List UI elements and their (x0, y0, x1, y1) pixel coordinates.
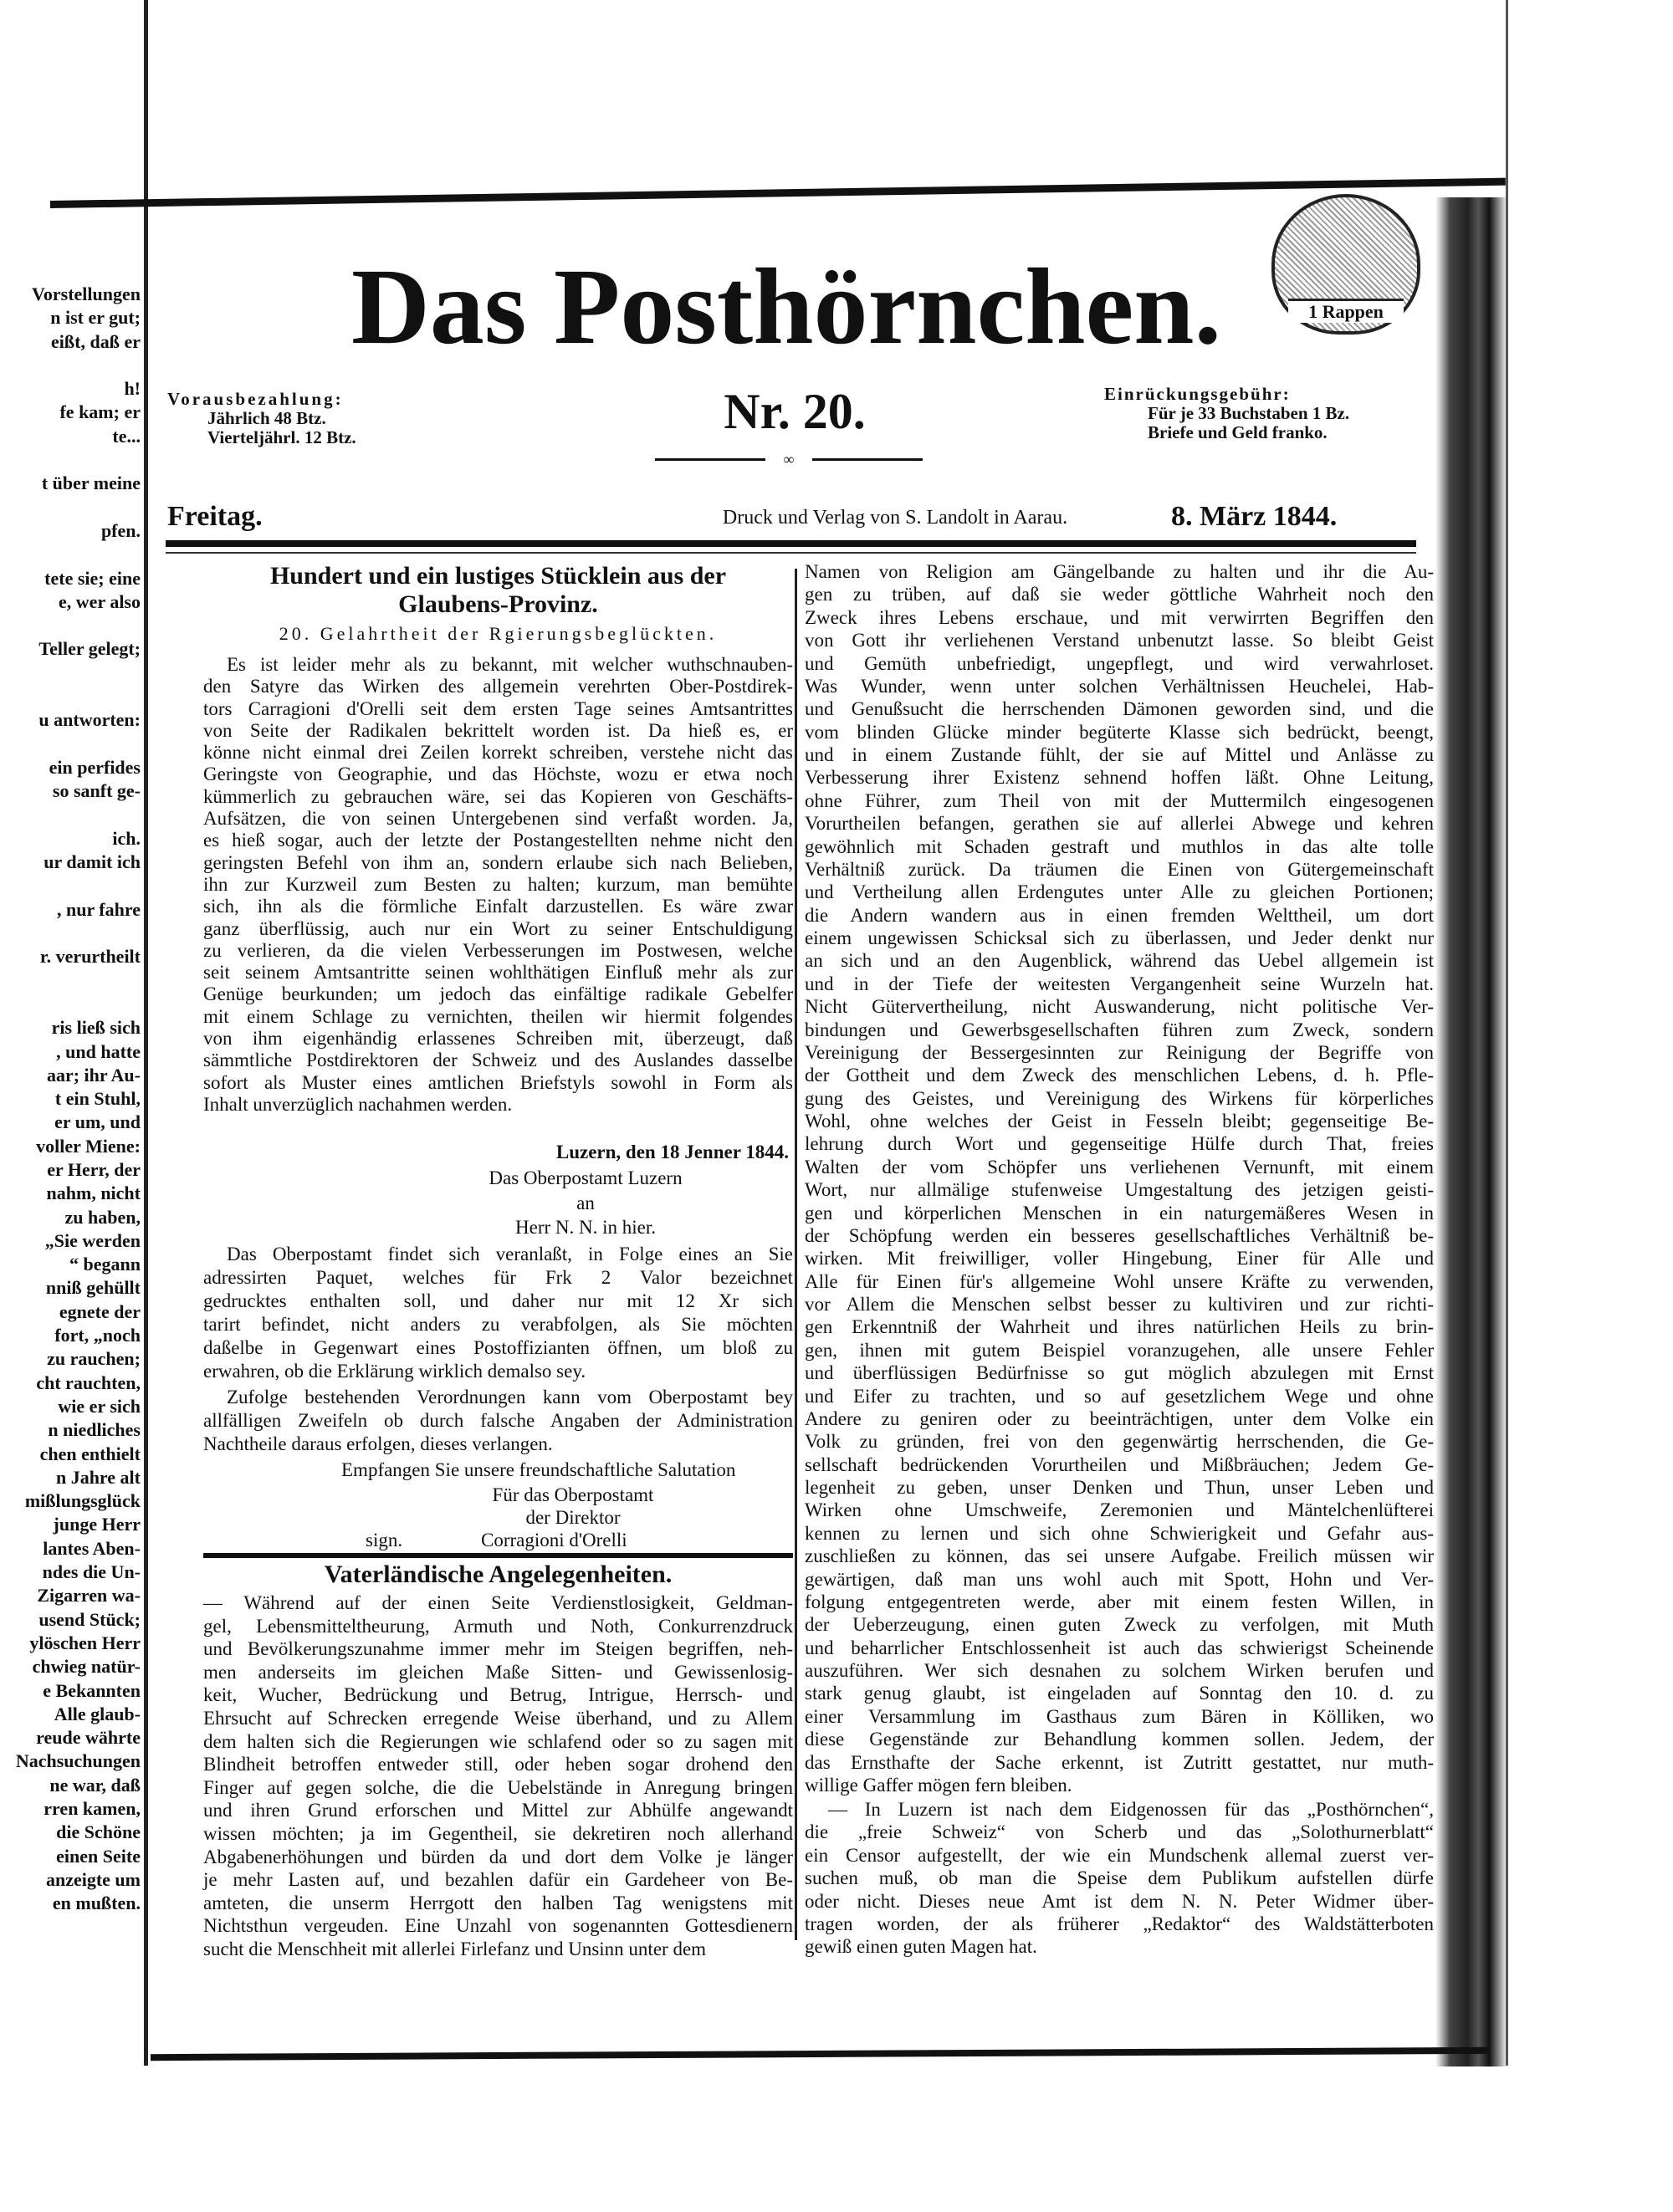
fragment-line (0, 448, 141, 472)
article2-body (203, 1591, 793, 1961)
fragment-line (0, 590, 141, 614)
fragment-line (0, 1229, 141, 1253)
text-line: — In Luzern ist nach dem Eidgenossen für das „Posthörnchen“, (828, 1799, 1434, 1820)
fragment-line-text: voller Miene: (36, 1135, 141, 1157)
fragment-line-text: ndes die Un- (42, 1561, 141, 1583)
fragment-line-text: e Bekannten (43, 1679, 141, 1701)
fragment-line (0, 1608, 141, 1632)
insertion-fee-info (1104, 385, 1349, 442)
fragment-line (0, 1797, 141, 1821)
text-line: die Andern wandern aus in einen fremden Welttheil, um dort (805, 904, 1434, 926)
issue-date: 8. März 1844. (1171, 501, 1338, 532)
fragment-line (0, 1253, 141, 1276)
text-line: Nicht Gütervertheilung, nicht Auswanderung, nicht politische Ver- (805, 996, 1434, 1018)
text-line: Namen von Religion am Gängelbande zu halten und ihr die Au- (805, 561, 1434, 582)
fragment-line (0, 756, 141, 779)
issue-number: Nr. 20. (724, 384, 866, 439)
fragment-line-text: rren kamen, (43, 1798, 141, 1819)
fragment-line (0, 804, 141, 827)
fragment-line-text: en mußten. (52, 1893, 141, 1914)
letter-place-date (203, 1141, 789, 1164)
text-line: gung des Geistes, und Vereinigung des Wirkens für körperliches (805, 1087, 1434, 1109)
fragment-line (0, 1064, 141, 1087)
fragment-line (0, 1821, 141, 1844)
letter-paragraph-1 (203, 1243, 793, 1383)
text-line: tragen worden, der als früherer „Redaktor“ des Waldstätterboten (805, 1913, 1434, 1934)
fragment-line (0, 283, 141, 306)
fragment-line (0, 1087, 141, 1111)
fragment-line-text: ylöschen Herr (29, 1632, 141, 1653)
page-border-left (144, 0, 148, 2066)
text-line: Wohl, ohne welches der Geist in Fesseln bleibt; gegenseitige Be- (805, 1111, 1434, 1132)
signature-name: Corragioni d'Orelli (481, 1530, 627, 1550)
text-line: auszuführen. Wer sich desnahen zu solchem Wirken berufen und (805, 1660, 1434, 1681)
text-line: mit einem Schlage zu vernichten, theilen wir hiermit folgendes (203, 1005, 793, 1027)
masthead-rule (166, 540, 1416, 547)
fragment-line-text: er um, und (54, 1111, 141, 1133)
fragment-line-text: , nur fahre (56, 898, 141, 920)
fragment-line (0, 1347, 141, 1371)
fragment-line (0, 851, 141, 874)
text-line: Vorurtheilen befangen, gerathen sie auf allerlei Abwege und kehren (805, 813, 1434, 835)
text-line: den Satyre das Wirken des allgemein verehrten Ober-Postdirek- (203, 676, 793, 697)
fragment-line-text: ne war, daß (49, 1774, 141, 1796)
text-line: Luzern, den 18 Jenner 1844. (555, 1142, 789, 1162)
text-line: an sich und an den Augenblick, während das Uebel allgemein ist (805, 950, 1434, 972)
text-line: könne nicht einmal drei Zeilen korrekt schreiben, verstehe nicht das (203, 742, 793, 764)
fragment-line (0, 637, 141, 661)
text-line: es hieß sogar, auch der letzte der Postangestellten nehme nicht den (203, 830, 793, 851)
fragment-line-text: eißt, daß er (51, 330, 141, 352)
fragment-line-text: t ein Stuhl, (54, 1088, 141, 1110)
text-line: sich, ihn als die förmliche Einfalt darzustellen. Es wäre zwar (203, 896, 793, 917)
fragment-line (0, 1513, 141, 1536)
text-line: je mehr Lasten auf, und bezahlen dafür ein Gardeheer von Be- (203, 1869, 793, 1891)
text-line: und Vertheilung allen Erdengutes unter Alle zu gleichen Portionen; (805, 881, 1434, 903)
text-line: 20. Gelahrtheit der Rgierungsbeglückten. (279, 623, 718, 644)
text-line: und Eifer zu trachten, und so auf gesetzlichem Wege und ohne (805, 1385, 1434, 1407)
fragment-line-text: mißlungsglück (24, 1490, 141, 1512)
text-line: Wirken ohne Umschweife, Zeremonien und Mäntelchenlüfterei (805, 1499, 1434, 1521)
section-rule (203, 1553, 793, 1558)
fragment-line (0, 472, 141, 495)
text-line: tors Carragioni d'Orelli seit dem ersten Tage seines Amtsantrittes (203, 697, 793, 719)
fragment-line-text: ris ließ sich (51, 1017, 141, 1039)
text-line: vor Allem die Menschen selbst besser zu kultiviren und zur richti- (805, 1294, 1434, 1315)
fragment-line-text: nniß gehüllt (45, 1277, 141, 1299)
text-line: von Seite der Radikalen bekrittelt worden ist. Da hieß es, er (203, 719, 793, 741)
fragment-line-text: ur damit ich (43, 851, 141, 873)
fragment-line-text: , und hatte (56, 1040, 141, 1062)
fragment-line-text: junge Herr (53, 1514, 141, 1535)
letter-paragraph-2 (203, 1386, 793, 1456)
fragment-line-text: wie er sich (58, 1395, 141, 1417)
text-line: Zufolge bestehenden Verordnungen kann vom Oberpostamt bey (227, 1387, 793, 1407)
fragment-line (0, 1158, 141, 1182)
text-line: Verbesserung ihrer Existenz sehnend hoffen läßt. Ohne Leitung, (805, 767, 1434, 789)
text-line: Nichtsthun vergeuden. Eine Unzahl von sogenannten Gottesdienern (203, 1915, 793, 1937)
text-line: und in einem Zustande fühlt, der sie auf Mittel und Anlässe zu (805, 744, 1434, 765)
text-line: Was Wunder, wenn unter solchen Verhältnissen Heuchelei, Hab- (805, 675, 1434, 697)
fragment-line (0, 733, 141, 756)
fragment-line-text: lantes Aben- (43, 1537, 141, 1559)
text-line: Das Oberpostamt findet sich veranlaßt, in Folge eines an Sie (227, 1244, 793, 1264)
fragment-line-text: chen enthielt (39, 1443, 141, 1464)
fragment-line-text: Alle glaub- (54, 1703, 141, 1724)
bottom-rule (151, 2047, 1489, 2061)
text-line: seit seinem Amtsantritte seinen wohlthätigen Einfluß mehr als zur (203, 962, 793, 983)
news-item-luzern (805, 1798, 1434, 1959)
text-line: stark genug glaubt, ist eingeladen auf Sonntag den 10. d. zu (805, 1683, 1434, 1704)
fragment-line (0, 306, 141, 330)
text-line: und in der Tiefe der weitesten Vergangenheit seine Wurzeln hat. (805, 973, 1434, 994)
fragment-line (0, 1655, 141, 1678)
fragment-line-text: ich. (112, 827, 141, 849)
fragment-line-text: nahm, nicht (46, 1183, 141, 1204)
fragment-line-text: anzeigte um (45, 1868, 141, 1890)
fragment-line-text: Teller gelegt; (38, 638, 141, 660)
fragment-line-text: u antworten: (38, 709, 141, 731)
fragment-line (0, 614, 141, 637)
text-line: gewöhnlich mit Schaden gestraft und muthlos in das alte tolle (805, 835, 1434, 857)
fragment-line (0, 922, 141, 945)
text-line: der Ueberzeugung, einen guten Zweck zu verfolgen, mit Muth (805, 1614, 1434, 1636)
text-line: und überflüssigen Bedürfnisse so gut möglich abzulegen mit Ernst (805, 1362, 1434, 1384)
masthead-rule-thin (166, 552, 1416, 554)
text-line: gen, ihnen mit gutem Beispiel voranzugehen, alle unsere Fehler (805, 1339, 1434, 1361)
fragment-line (0, 377, 141, 401)
fragment-line (0, 779, 141, 803)
fragment-line (0, 685, 141, 708)
text-line: legenheit zu geben, unser Denken und Thun, unser Leben und (805, 1477, 1434, 1498)
signature-label: sign. (366, 1530, 403, 1550)
text-line: suchen muß, ob man die Speise dem Publikum aufstellen dürfe (805, 1867, 1434, 1889)
fragment-line (0, 1372, 141, 1395)
fragment-line-text: zu haben, (64, 1206, 141, 1228)
text-line: adressirten Paquet, welches für Frk 2 Valor bezeichnet (203, 1267, 793, 1288)
text-line: Zweck ihres Lebens erschaue, und mit verwirrten Begriffen den (805, 606, 1434, 628)
fragment-line-text: tete sie; eine (44, 567, 141, 589)
article1-heading (203, 562, 793, 619)
text-line: und ihren Grund erforschen und Mittel zur Abhülfe angewandt (203, 1800, 793, 1821)
insertion-fee-rate: Für je 33 Buchstaben 1 Bz. (1148, 403, 1350, 423)
fragment-line-text: ein perfides (49, 756, 141, 778)
fragment-line-text: n niedliches (48, 1419, 141, 1441)
fragment-line (0, 969, 141, 993)
text-line: kennen zu lernen und sich ohne Schwierigkeit und Gefahr aus- (805, 1522, 1434, 1544)
ornament-icon: ∞ (765, 449, 812, 469)
fragment-line (0, 1443, 141, 1466)
fragment-line (0, 1561, 141, 1584)
text-line: Genüge beurkunden; um jedoch das einfältige radikale Gebelfer (203, 983, 793, 1005)
fragment-line-text: reude währte (36, 1727, 141, 1749)
text-line: Ehrsucht auf Schrecken erregende Weise überhand, und zu Allem (203, 1707, 793, 1729)
fragment-line-text: „Sie werden (44, 1229, 141, 1251)
fragment-line-text: Vorstellungen (32, 284, 141, 304)
postage-stamp (1271, 194, 1420, 335)
fragment-line (0, 496, 141, 519)
text-line: zu verlieren, da die vielen Verbesserungen im Postwesen, welche (203, 939, 793, 961)
text-line: sämmtliche Postdirektoren der Schweiz und des Auslandes dasselbe (203, 1050, 793, 1071)
fragment-line-text: n ist er gut; (50, 307, 141, 329)
fragment-line (0, 874, 141, 897)
fragment-line (0, 1016, 141, 1040)
fragment-line (0, 425, 141, 448)
fragment-line-text: Zigarren wa- (37, 1585, 141, 1607)
text-line: diese Gegenstände zur Behandlung kommen sollen. Jedem, der (805, 1729, 1434, 1750)
fragment-line (0, 1892, 141, 1915)
column-divider (795, 569, 797, 1940)
text-line: gewiß einen guten Magen hat. (805, 1936, 1037, 1958)
top-rule (50, 178, 1506, 208)
fragment-line (0, 1182, 141, 1205)
newspaper-title: Das Posthörnchen. (350, 247, 1222, 367)
text-line: — Während auf der einen Seite Verdienstlosigkeit, Geldman- (203, 1592, 793, 1613)
text-line: Aufsätzen, die von seinen Untergebenen sind verfaßt worden. Ja, (203, 808, 793, 830)
text-line: und Genußsucht die herrschenden Dämonen geworden sind, und die (805, 698, 1434, 720)
left-page-fragment (0, 283, 141, 1915)
letter-address (418, 1166, 753, 1240)
text-line: Nachtheile daraus erfolgen, dieses verlangen. (203, 1433, 553, 1454)
fragment-line (0, 945, 141, 968)
fragment-line-text: einen Seite (56, 1845, 141, 1867)
fragment-line-text: e, wer also (59, 590, 141, 612)
text-line: wissen möchten; ja im Gegentheil, sie dekretiren noch allerhand (203, 1822, 793, 1844)
text-line: dem halten sich die Regierungen wie schlafend oder so zu sagen mit (203, 1730, 793, 1752)
text-line: der Gottheit und dem Zweck des menschlichen Lebens, d. h. Pfle- (805, 1065, 1434, 1086)
text-line: der Direktor (525, 1507, 621, 1528)
article2-continued (805, 560, 1434, 1796)
fragment-line (0, 543, 141, 566)
text-line: von Gott ihr verliehenen Verstand unbenutzt lasse. So bleibt Geist (805, 630, 1434, 651)
text-line: gen Erkenntniß der Wahrheit und ihres natürlichen Heils zu brin- (805, 1316, 1434, 1338)
fragment-line-text: h! (124, 378, 141, 400)
text-line: ganz überflüssig, auch nur ein Wort zu seiner Entschuldigung (203, 917, 793, 939)
book-edge (1435, 197, 1507, 2066)
fragment-line (0, 662, 141, 685)
letter-closing (341, 1458, 793, 1482)
text-line: einem ungewissen Schicksal sich zu überlassen, und Jeder denkt nur (805, 927, 1434, 948)
text-line: Herr N. N. in hier. (515, 1217, 656, 1238)
text-line: oder nicht. Dieses neue Amt ist dem N. N. Peter Widmer über- (805, 1890, 1434, 1912)
text-line: Blindheit betroffen entweder still, oder heben sogar drohend den (203, 1754, 793, 1775)
text-line: Das Oberpostamt Luzern (489, 1167, 683, 1188)
insertion-fee-note: Briefe und Geld franko. (1148, 422, 1328, 442)
text-line: Empfangen Sie unsere freundschaftliche Salutation (341, 1459, 736, 1480)
text-line: und beharrlicher Entschlossenheit ist auch das schwierigst Scheinende (805, 1637, 1434, 1658)
text-line: allfälligen Zweifeln ob durch falsche Angaben der Administration (203, 1410, 793, 1431)
fragment-line-text: aar; ihr Au- (46, 1064, 141, 1086)
fragment-line-text: cht rauchten, (36, 1372, 141, 1393)
fragment-line (0, 898, 141, 922)
fragment-line (0, 827, 141, 851)
fragment-line (0, 1276, 141, 1300)
text-line: gel, Lebensmitteltheurung, Armuth und Noth, Conkurrenzdruck (203, 1615, 793, 1637)
fragment-line-text: fe kam; er (59, 401, 141, 423)
fragment-line-text: chwieg natür- (32, 1656, 141, 1678)
fragment-line (0, 1632, 141, 1655)
text-line: Hundert und ein lustiges Stücklein aus der (269, 562, 727, 590)
fragment-line-text: t über meine (41, 473, 141, 494)
fragment-line (0, 1135, 141, 1158)
text-line: gewärtigen, daß man uns wohl auch mit Spott, Hohn und Ver- (805, 1568, 1434, 1590)
fragment-line (0, 401, 141, 424)
printer-line: Druck und Verlag von S. Landolt in Aarau. (722, 507, 1068, 529)
text-line: und Gemüth unbefriedigt, ungepflegt, und wird verwahrloset. (805, 652, 1434, 674)
text-line: das Ernsthafte der Sache erkennt, ist Zutritt gestattet, nur muth- (805, 1751, 1434, 1773)
prepayment-yearly: Jährlich 48 Btz. (207, 408, 326, 428)
fragment-line (0, 1466, 141, 1489)
fragment-line (0, 1868, 141, 1892)
book-edge-line (1506, 0, 1508, 2066)
article2-heading (203, 1561, 793, 1589)
fragment-line (0, 1845, 141, 1868)
fragment-line (0, 1679, 141, 1703)
text-line: Volk zu gründen, frei von den gegenwärtig herrschenden, die Ge- (805, 1431, 1434, 1453)
text-line: Glaubens-Provinz. (398, 590, 598, 618)
fragment-line (0, 1489, 141, 1513)
article1-body (203, 654, 793, 1116)
text-line: Walten der vom Schöpfer uns verliehenen Vernunft, mit einem (805, 1156, 1434, 1178)
text-line: amteten, die unserm Herrgott den halben Tag wenigstens mit (203, 1892, 793, 1913)
fragment-line (0, 519, 141, 543)
fragment-line (0, 1324, 141, 1347)
text-line: ein Censor aufgestellt, der wie ein Mundschenk allemal zuerst ver- (805, 1844, 1434, 1866)
text-line: Wort, nur allmälige stufenweise Umgestaltung des jetzigen geisti- (805, 1179, 1434, 1201)
fragment-line (0, 708, 141, 732)
fragment-line-text: pfen. (100, 519, 141, 541)
prepayment-heading: Vorausbezahlung: (167, 389, 344, 409)
fragment-line-text: egnete der (59, 1300, 141, 1322)
text-line: Alle für Einen für's allgemeine Wohl unsere Kräfte zu verwenden, (805, 1270, 1434, 1292)
fragment-line-text: r. verurtheilt (39, 946, 141, 968)
text-line: lehrung durch Wort und gegenseitige Hülfe durch That, freies (805, 1133, 1434, 1155)
text-line: keit, Wucher, Bedrückung und Betrug, Intrigue, Herrsch- und (203, 1684, 793, 1706)
text-line: wirken. Mit freiwilliger, voller Hingebung, Einer für Alle und (805, 1248, 1434, 1269)
fragment-line (0, 1726, 141, 1750)
text-line: vom blinden Glücke minder begüterte Klasse sich bedrückt, beengt, (805, 721, 1434, 743)
text-line: kümmerlich zu gebrauchen wäre, sei das Kopieren von Geschäfts- (203, 785, 793, 807)
fragment-line (0, 1300, 141, 1324)
fragment-line-text: te... (112, 425, 141, 447)
text-line: geringsten Befehl von ihm an, sondern erlaube sich nach Belieben, (203, 851, 793, 873)
prepayment-info (167, 390, 356, 447)
insertion-fee-heading: Einrückungsgebühr: (1104, 384, 1291, 404)
text-line: willige Gaffer mögen fern bleiben. (805, 1774, 1072, 1796)
fragment-line (0, 1040, 141, 1064)
text-line: gedrucktes enthalten soll, und daher nur mit 12 Xr sich (203, 1290, 793, 1311)
text-line: Finger auf gegen solche, die die Uebelstände in Anregung bringen (203, 1776, 793, 1798)
fragment-line-text: n Jahre alt (55, 1466, 141, 1488)
text-line: tarirt befindet, nicht anders zu verabfolgen, als Sie möchten (203, 1314, 793, 1335)
prepayment-quarterly: Vierteljährl. 12 Btz. (207, 427, 356, 447)
fragment-line-text: er Herr, der (47, 1158, 141, 1180)
text-line: Vereinigung der Bessergesinnten zur Reinigung der Begriffe von (805, 1041, 1434, 1063)
text-line: Abgabenerhöhungen und bürden da und dort dem Volke je länger (203, 1846, 793, 1867)
fragment-line-text: die Schöne (56, 1821, 141, 1843)
fragment-line-text: usend Stück; (38, 1608, 141, 1630)
text-line: Andere zu geniren oder zu beeinträchtigen, unter dem Volke ein (805, 1407, 1434, 1429)
text-line: von ihm eigenhändig erlassenes Schreiben mit, überzeugt, daß (203, 1028, 793, 1050)
fragment-line (0, 1395, 141, 1418)
text-line: bindungen und Gewerbsgesellschaften führen zum Zweck, sondern (805, 1019, 1434, 1040)
fragment-line (0, 354, 141, 377)
text-line: der Schöpfung werden ein besseres gesellschaftliches Verhältniß be- (805, 1224, 1434, 1246)
fragment-line-text: “ begann (69, 1254, 141, 1275)
fragment-line (0, 330, 141, 354)
article1-subheading (203, 622, 793, 646)
weekday: Freitag. (167, 501, 263, 532)
fragment-line (0, 1584, 141, 1607)
text-line: men anderseits im gleichen Maße Sitten- und Gewissenlosig- (203, 1661, 793, 1683)
text-line: daßelbe in Gegenwart eines Postoffizianten öffnen, um bloß zu (203, 1337, 793, 1358)
fragment-line (0, 1703, 141, 1726)
fragment-line (0, 1418, 141, 1442)
fragment-line-text: so sanft ge- (52, 780, 141, 802)
text-line: Verhältniß zurück. Da träumen die Einen von Gütergemeinschaft (805, 858, 1434, 880)
fragment-line (0, 1206, 141, 1229)
fragment-line (0, 993, 141, 1016)
text-line: erwahren, ob die Erklärung wirklich demalso sey. (203, 1361, 586, 1382)
text-line: die „freie Schweiz“ von Scherb und das „Solothurnerblatt“ (805, 1821, 1434, 1843)
text-line: und Bevölkerungszunahme immer mehr im Steigen begriffen, neh- (203, 1638, 793, 1660)
text-line: Für das Oberpostamt (492, 1484, 654, 1505)
text-line: gen und körperlichen Menschen in ein naturgemäßeres Wesen in (805, 1202, 1434, 1223)
text-line: Es ist leider mehr als zu bekannt, mit welcher wuthschnauben- (227, 654, 793, 675)
text-line: einer Versammlung im Gasthaus zum Bären in Kölliken, wo (805, 1705, 1434, 1727)
fragment-line-text: Nachsuchungen (15, 1750, 141, 1772)
text-line: gen zu trüben, auf daß sie weder göttliche Wahrheit noch den (805, 584, 1434, 605)
fragment-line (0, 1750, 141, 1773)
fragment-line-text: zu rauchen; (47, 1348, 141, 1370)
text-line: folgung entgegentreten werde, aber mit einem festen Willen, in (805, 1591, 1434, 1612)
fragment-line (0, 1537, 141, 1561)
text-line: ohne Führer, zum Theil von mit der Muttermilch eingesogenen (805, 789, 1434, 811)
text-line: sucht die Menschheit mit allerlei Firlefanz und Unsinn unter dem (203, 1938, 707, 1959)
text-line: sofort als Muster eines amtlichen Briefstyls sowohl in Form als (203, 1071, 793, 1093)
fragment-line (0, 1774, 141, 1797)
text-line: Vaterländische Angelegenheiten. (324, 1561, 673, 1588)
text-line: sellschaft bedrückenden Vorurtheilen und Mißbräuchen; Jedem Ge- (805, 1453, 1434, 1475)
fragment-line (0, 567, 141, 590)
fragment-line (0, 1111, 141, 1134)
text-line: zuschließen zu können, das sei unsere Aufgabe. Freilich müssen wir (805, 1545, 1434, 1567)
text-line: Inhalt unverzüglich nachahmen werden. (203, 1093, 513, 1115)
text-line: ihn zur Kurzweil zum Besten zu halten; kurzum, man bemühte (203, 873, 793, 895)
text-line: Geringste von Geographie, und das Höchste, wozu er etwa noch (203, 764, 793, 785)
fragment-line-text: fort, „noch (54, 1325, 141, 1346)
stamp-value: 1 Rappen (1288, 299, 1404, 323)
text-line: an (576, 1192, 595, 1213)
letter-signature-office (435, 1484, 711, 1529)
